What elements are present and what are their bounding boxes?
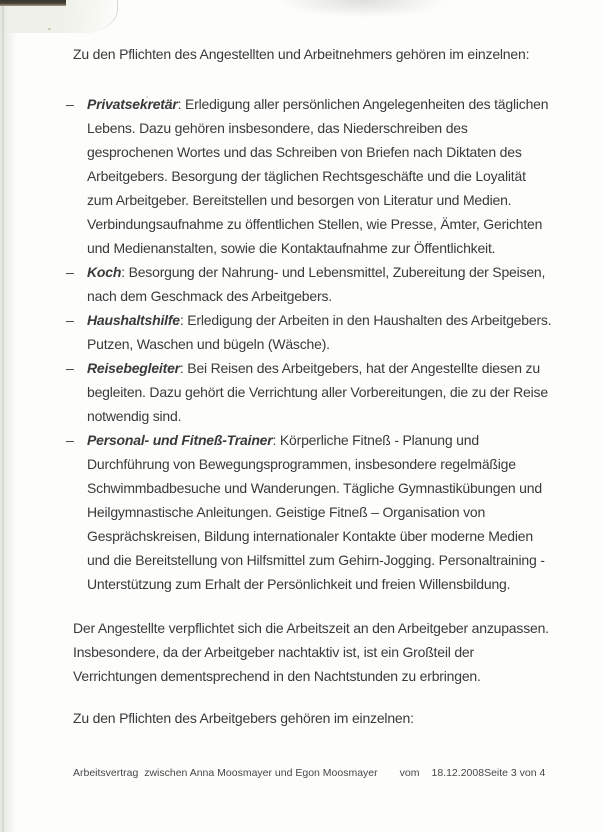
employer-duties-line: Zu den Pflichten des Arbeitgebers gehören im einzelnen:	[73, 710, 414, 726]
duty-description: : Erledigung aller persönlichen Angelegenheiten des täglichen Lebens. Dazu gehören insbesondere, das Niederschreiben des gesprochenen Wortes und das Schreiben von Briefen nach Diktaten des Arbeitgebers. Besorgung der täglichen Rechtsgeschäfte und die Loyalität zum Arbeitgeber. Bereitstellen und besorgen von Literatur und Medien. Verbindungsaufnahme zu öffentlichen Stellen, wie Presse, Ämter, Gerichten und Medienanstalten, sowie die Kontaktaufnahme zur Öffentlichkeit.	[87, 96, 549, 256]
document-body	[66, 42, 555, 730]
list-item	[66, 356, 555, 428]
dash-bullet: –	[66, 96, 74, 112]
scan-corner-mark	[0, 0, 66, 6]
scan-speck	[48, 28, 51, 30]
duty-term: Haushaltshilfe	[87, 312, 180, 328]
duty-term: Reisebegleiter	[87, 360, 180, 376]
duty-text	[87, 428, 555, 596]
duty-text	[87, 356, 555, 428]
list-item	[66, 428, 555, 596]
dash-bullet: –	[66, 312, 74, 328]
dash-bullet: –	[66, 360, 74, 376]
duty-term: Koch	[87, 264, 122, 280]
duty-text	[87, 92, 555, 260]
duty-description: : Körperliche Fitneß - Planung und Durchführung von Bewegungsprogrammen, insbesondere regelmäßige Schwimmbadbesuche und Wanderungen. Tägliche Gymnastikübungen und Heilgymnastische Anleitungen. Geistige Fitneß – Organisation von Gesprächskreisen, Bildung internationaler Kontakte über moderne Medien und die Bereitstellung von Hilfsmittel zum Gehirn-Jogging. Personaltraining -Unterstützung zum Erhalt der Persönlichkeit und freien Willensbildung.	[87, 432, 545, 592]
dash-bullet: –	[66, 432, 74, 448]
footer-date-label: vom	[399, 767, 420, 779]
footer-date: 18.12.2008	[431, 767, 485, 779]
working-hours-paragraph: Der Angestellte verpflichtet sich die Arbeitszeit an den Arbeitgeber anzupassen. Insbesondere, da der Arbeitgeber nachtaktiv ist, ist ein Großteil der Verrichtungen dementsprechend in den Nachtstunden zu erbringen.	[73, 620, 549, 684]
duty-description: : Erledigung der Arbeiten in den Haushalten des Arbeitgebers. Putzen, Waschen und bügeln (Wäsche).	[87, 312, 552, 352]
footer-page-number: Seite 3 von 4	[484, 767, 546, 779]
list-item	[66, 260, 555, 308]
duties-list	[66, 92, 555, 596]
list-item	[66, 308, 555, 356]
page-footer	[73, 766, 546, 780]
intro-line: Zu den Pflichten des Angestellten und Arbeitnehmers gehören im einzelnen:	[73, 46, 530, 62]
duty-text	[87, 260, 555, 308]
footer-contract-title: Arbeitsvertrag zwischen Anna Moosmayer und Egon Moosmayer	[73, 767, 378, 779]
duty-description: : Besorgung der Nahrung- und Lebensmittel, Zubereitung der Speisen, nach dem Geschmack des Arbeitgebers.	[87, 264, 546, 304]
scan-crease-shadow	[278, 0, 448, 18]
list-item	[66, 92, 555, 260]
duty-term: Personal- und Fitneß-Trainer	[87, 432, 273, 448]
dash-bullet: –	[66, 264, 74, 280]
scan-left-edge-line	[2, 0, 4, 832]
duty-term: Privatsekretär	[87, 96, 178, 112]
duty-description: : Bei Reisen des Arbeitgebers, hat der Angestellte diesen zu begleiten. Dazu gehört die Verrichtung aller Vorbereitungen, die zu der Reise notwendig sind.	[87, 360, 548, 424]
duty-text	[87, 308, 555, 356]
